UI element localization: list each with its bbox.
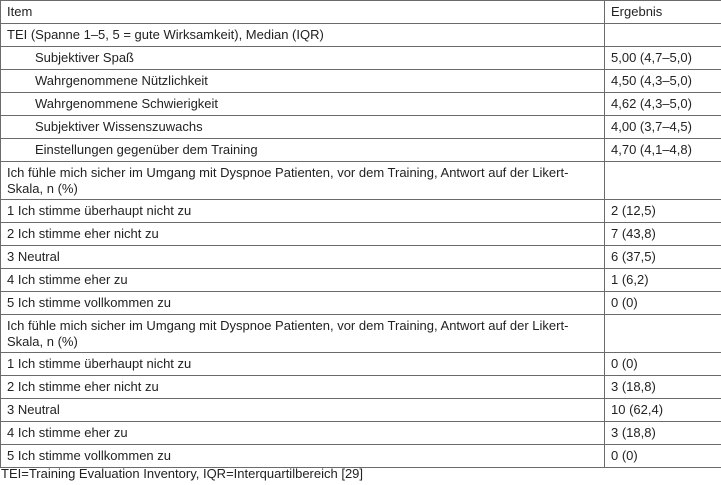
row-result: 7 (43,8) <box>605 223 721 246</box>
row-item: 3 Neutral <box>1 246 605 269</box>
header-result: Ergebnis <box>605 1 721 24</box>
table-row <box>1 139 721 162</box>
row-item: 5 Ich stimme vollkommen zu <box>1 292 605 315</box>
row-item: Subjektiver Spaß <box>1 47 605 70</box>
table-row <box>1 399 721 422</box>
table-row-section-likert-2 <box>1 315 721 353</box>
row-item: 4 Ich stimme eher zu <box>1 422 605 445</box>
table-row <box>1 376 721 399</box>
row-result: 4,50 (4,3–5,0) <box>605 70 721 93</box>
table-row <box>1 292 721 315</box>
row-item: Einstellungen gegenüber dem Training <box>1 139 605 162</box>
row-item: 1 Ich stimme überhaupt nicht zu <box>1 200 605 223</box>
row-item: 4 Ich stimme eher zu <box>1 269 605 292</box>
table-row <box>1 269 721 292</box>
row-result: 3 (18,8) <box>605 376 721 399</box>
row-item: Ich fühle mich sicher im Umgang mit Dyspnoe Patienten, vor dem Training, Antwort auf der Likert-Skala, n (%) <box>1 315 605 353</box>
row-result: 4,00 (3,7–4,5) <box>605 116 721 139</box>
table-row <box>1 422 721 445</box>
row-item: 2 Ich stimme eher nicht zu <box>1 223 605 246</box>
table-row <box>1 47 721 70</box>
header-item: Item <box>1 1 605 24</box>
table-row <box>1 445 721 468</box>
table-footnote: TEI=Training Evaluation Inventory, IQR=Interquartilbereich [29] <box>1 466 364 481</box>
row-result: 2 (12,5) <box>605 200 721 223</box>
table-row-section-tei <box>1 24 721 47</box>
table-row <box>1 223 721 246</box>
row-result: 4,62 (4,3–5,0) <box>605 93 721 116</box>
row-result: 10 (62,4) <box>605 399 721 422</box>
row-result: 6 (37,5) <box>605 246 721 269</box>
row-item: 2 Ich stimme eher nicht zu <box>1 376 605 399</box>
table-row <box>1 116 721 139</box>
row-result <box>605 315 721 353</box>
table-row-section-likert-1 <box>1 162 721 200</box>
row-item: 5 Ich stimme vollkommen zu <box>1 445 605 468</box>
table-row <box>1 93 721 116</box>
table-row <box>1 246 721 269</box>
row-item: Ich fühle mich sicher im Umgang mit Dyspnoe Patienten, vor dem Training, Antwort auf der Likert-Skala, n (%) <box>1 162 605 200</box>
row-item: TEI (Spanne 1–5, 5 = gute Wirksamkeit), Median (IQR) <box>1 24 605 47</box>
row-result <box>605 24 721 47</box>
row-result: 4,70 (4,1–4,8) <box>605 139 721 162</box>
row-result: 0 (0) <box>605 353 721 376</box>
table-row <box>1 70 721 93</box>
row-item: Subjektiver Wissenszuwachs <box>1 116 605 139</box>
row-result: 0 (0) <box>605 445 721 468</box>
row-item: 1 Ich stimme überhaupt nicht zu <box>1 353 605 376</box>
row-result: 3 (18,8) <box>605 422 721 445</box>
row-result: 5,00 (4,7–5,0) <box>605 47 721 70</box>
row-item: 3 Neutral <box>1 399 605 422</box>
row-item: Wahrgenommene Nützlichkeit <box>1 70 605 93</box>
table-header-row <box>1 1 721 24</box>
row-result <box>605 162 721 200</box>
row-result: 0 (0) <box>605 292 721 315</box>
row-item: Wahrgenommene Schwierigkeit <box>1 93 605 116</box>
table-row <box>1 353 721 376</box>
row-result: 1 (6,2) <box>605 269 721 292</box>
table-row <box>1 200 721 223</box>
